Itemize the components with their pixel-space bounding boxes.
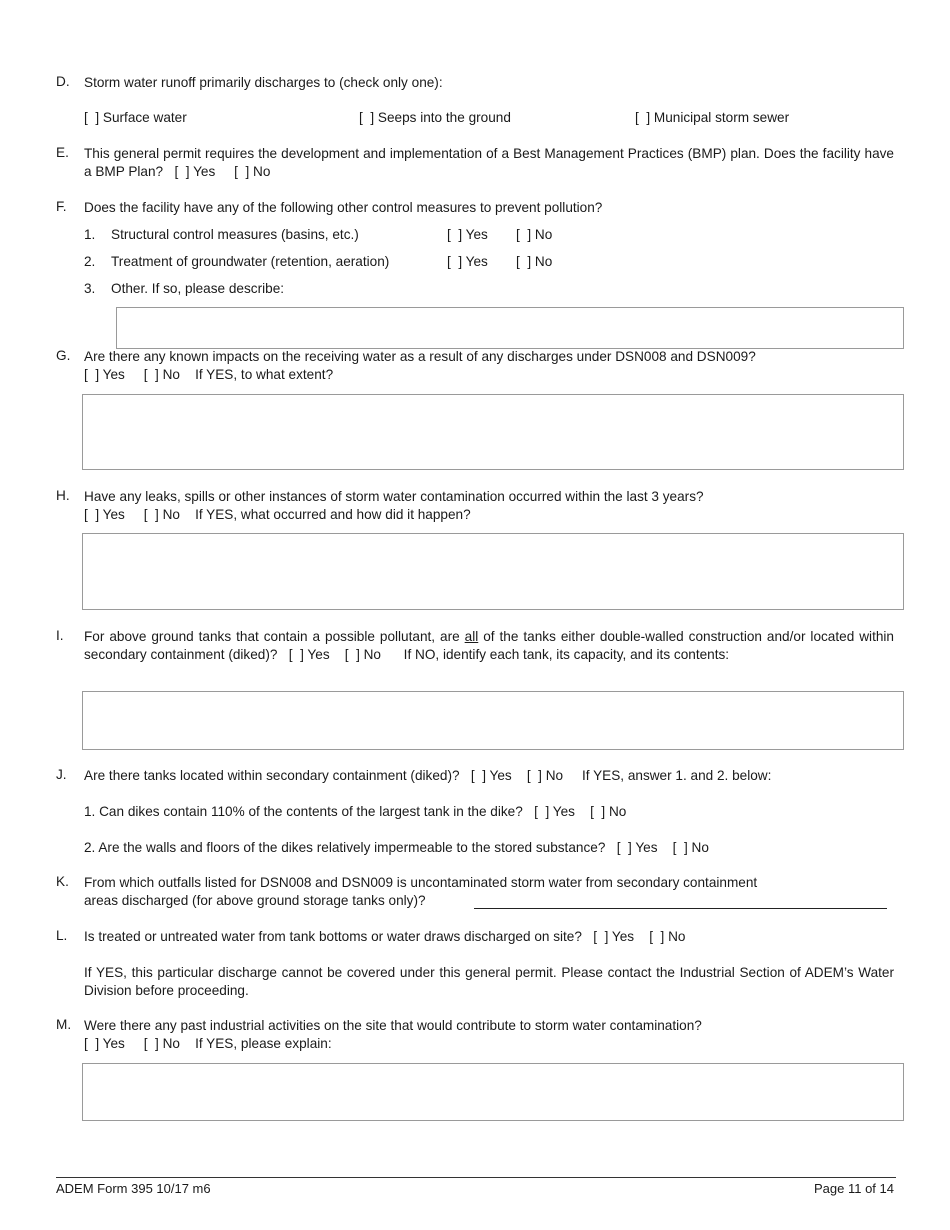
e-no-checkbox[interactable]: [ ] No — [234, 164, 271, 179]
h-followup: If YES, what occurred and how did it happen? — [195, 507, 471, 522]
question-l-text: Is treated or untreated water from tank bottoms or water draws discharged on site? — [84, 929, 582, 944]
question-letter-f: F. — [56, 199, 67, 214]
j-item-2-no-checkbox[interactable]: [ ] No — [672, 840, 709, 855]
j-item-1 — [84, 803, 626, 821]
e-yes-checkbox[interactable]: [ ] Yes — [174, 164, 216, 179]
question-m — [84, 1017, 894, 1053]
i-tanks-box[interactable] — [82, 691, 904, 750]
i-followup: If NO, identify each tank, its capacity, and its contents: — [403, 647, 730, 662]
footer-form-id: ADEM Form 395 10/17 m6 — [56, 1181, 211, 1196]
f-item-1-num: 1. — [84, 227, 96, 242]
question-i-text-2: of the tanks either double-walled construction and/or located within secondary containment (diked)? — [84, 629, 894, 662]
j-item-2-yes-checkbox[interactable]: [ ] Yes — [616, 840, 658, 855]
g-yes-checkbox[interactable]: [ ] Yes — [84, 367, 125, 382]
k-outfalls-blank[interactable] — [474, 908, 887, 909]
footer-page-number: Page 11 of 14 — [814, 1181, 894, 1196]
f-item-3-num: 3. — [84, 281, 96, 296]
f-other-description-box[interactable] — [116, 307, 904, 349]
m-explain-box[interactable] — [82, 1063, 904, 1121]
i-yes-checkbox[interactable]: [ ] Yes — [288, 647, 330, 662]
question-letter-l: L. — [56, 928, 68, 943]
question-letter-e: E. — [56, 145, 69, 160]
option-seeps-into-ground[interactable]: [ ] Seeps into the ground — [359, 110, 511, 125]
question-i-text-1: For above ground tanks that contain a possible pollutant, are — [84, 629, 460, 644]
question-g-text: Are there any known impacts on the receiving water as a result of any discharges under DSN008 and DSN009? — [84, 349, 756, 364]
f-item-2-label: Treatment of groundwater (retention, aeration) — [111, 254, 390, 269]
g-followup: If YES, to what extent? — [195, 367, 334, 382]
question-e — [84, 145, 894, 181]
m-yes-checkbox[interactable]: [ ] Yes — [84, 1036, 125, 1051]
h-no-checkbox[interactable]: [ ] No — [143, 507, 180, 522]
j-item-2-label: 2. Are the walls and floors of the dikes relatively impermeable to the stored substance? — [84, 840, 606, 855]
g-extent-box[interactable] — [82, 394, 904, 470]
f-item-1-no-checkbox[interactable]: [ ] No — [516, 227, 553, 242]
question-j — [84, 767, 771, 785]
m-followup: If YES, please explain: — [195, 1036, 332, 1051]
l-note: If YES, this particular discharge cannot be covered under this general permit. Please contact the Industrial Section of ADEM’s Water Division before proceeding. — [84, 965, 894, 998]
question-f-text: Does the facility have any of the following other control measures to prevent pollution? — [84, 200, 603, 215]
f-item-3-label: Other. If so, please describe: — [111, 281, 285, 296]
question-m-text: Were there any past industrial activities on the site that would contribute to storm water contamination? — [84, 1018, 702, 1033]
h-description-box[interactable] — [82, 533, 904, 610]
question-letter-g: G. — [56, 348, 71, 363]
footer-rule — [56, 1177, 896, 1178]
j-item-2 — [84, 839, 709, 857]
f-item-2-no-checkbox[interactable]: [ ] No — [516, 254, 553, 269]
question-letter-j: J. — [56, 767, 67, 782]
question-h — [84, 488, 894, 524]
j-yes-checkbox[interactable]: [ ] Yes — [470, 768, 512, 783]
question-j-text: Are there tanks located within secondary containment (diked)? — [84, 768, 460, 783]
question-letter-k: K. — [56, 874, 69, 889]
question-i-underline: all — [464, 629, 479, 644]
question-h-text: Have any leaks, spills or other instances of storm water contamination occurred within the last 3 years? — [84, 489, 704, 504]
j-item-1-yes-checkbox[interactable]: [ ] Yes — [534, 804, 575, 819]
option-surface-water[interactable]: [ ] Surface water — [84, 110, 187, 125]
f-item-2-yes-checkbox[interactable]: [ ] Yes — [447, 254, 488, 269]
question-k-line1: From which outfalls listed for DSN008 and DSN009 is uncontaminated storm water from secondary containment — [84, 875, 758, 890]
question-letter-h: H. — [56, 488, 70, 503]
f-item-2-num: 2. — [84, 254, 96, 269]
option-municipal-storm-sewer[interactable]: [ ] Municipal storm sewer — [635, 110, 790, 125]
question-d-text: Storm water runoff primarily discharges to (check only one): — [84, 75, 443, 90]
g-no-checkbox[interactable]: [ ] No — [143, 367, 180, 382]
question-g — [84, 348, 894, 384]
f-item-1-label: Structural control measures (basins, etc.) — [111, 227, 359, 242]
question-letter-d: D. — [56, 74, 70, 89]
question-letter-i: I. — [56, 628, 64, 643]
j-item-1-label: 1. Can dikes contain 110% of the contents of the largest tank in the dike? — [84, 804, 523, 819]
j-no-checkbox[interactable]: [ ] No — [526, 768, 564, 783]
question-k-line2: areas discharged (for above ground storage tanks only)? — [84, 893, 426, 908]
question-l — [84, 928, 685, 946]
j-item-1-no-checkbox[interactable]: [ ] No — [590, 804, 627, 819]
question-letter-m: M. — [56, 1017, 72, 1032]
l-yes-checkbox[interactable]: [ ] Yes — [593, 929, 635, 944]
m-no-checkbox[interactable]: [ ] No — [143, 1036, 180, 1051]
i-no-checkbox[interactable]: [ ] No — [344, 647, 381, 662]
question-e-text: This general permit requires the development and implementation of a Best Management Practices (BMP) plan. Does the facility have a BMP Plan? — [84, 146, 894, 179]
question-i — [84, 628, 894, 664]
h-yes-checkbox[interactable]: [ ] Yes — [84, 507, 125, 522]
f-item-1-yes-checkbox[interactable]: [ ] Yes — [447, 227, 488, 242]
j-followup: If YES, answer 1. and 2. below: — [581, 768, 772, 783]
l-no-checkbox[interactable]: [ ] No — [649, 929, 686, 944]
